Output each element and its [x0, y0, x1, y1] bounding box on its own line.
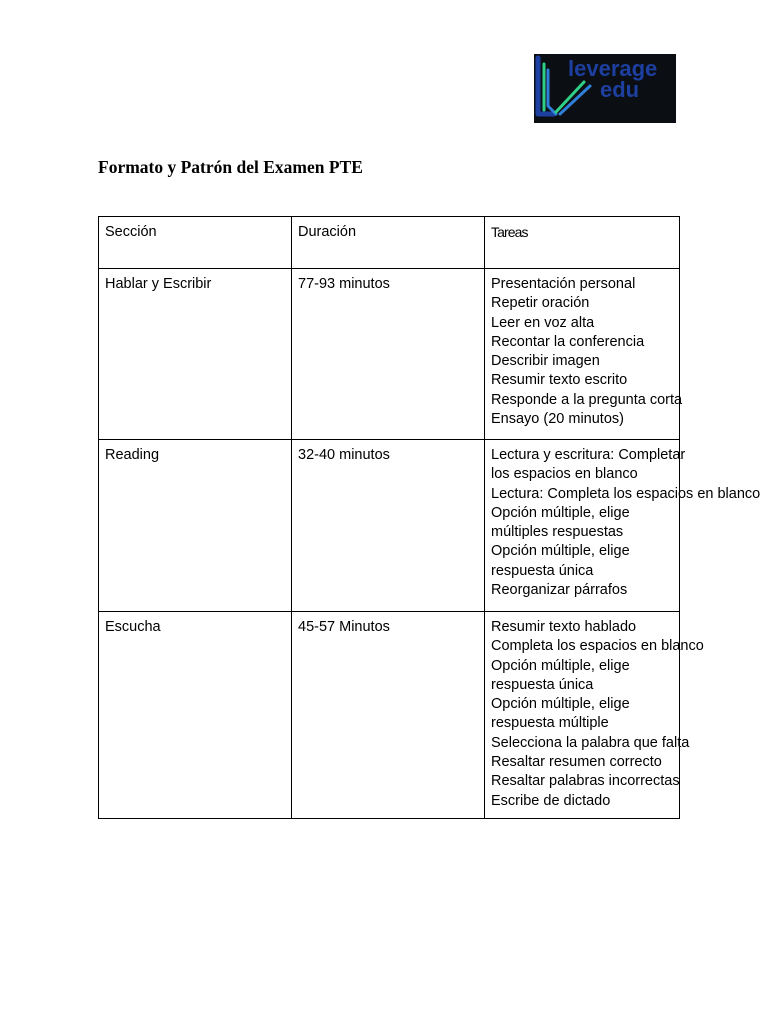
leverage-edu-logo — [534, 54, 676, 123]
table-header-row — [99, 217, 680, 269]
task-item: Completa los espacios en blanco — [491, 638, 704, 655]
task-item: Selecciona la palabra que falta — [491, 734, 690, 751]
task-item: Leer en voz alta — [491, 314, 595, 331]
cell-section: Escucha — [99, 612, 292, 819]
task-item: Ensayo (20 minutos) — [491, 411, 624, 428]
task-item: Reorganizar párrafos — [491, 582, 628, 599]
task-item: Recontar la conferencia — [491, 333, 645, 350]
task-item: Resumir texto hablado — [491, 619, 637, 635]
cell-duration: 45-57 Minutos — [292, 612, 485, 819]
task-item: Resumir texto escrito — [491, 372, 628, 389]
logo-mark-icon — [534, 54, 676, 123]
task-item: Lectura: Completa los espacios en blanco — [491, 485, 761, 502]
task-item: Opción múltiple, elige — [491, 657, 630, 674]
table-row — [99, 612, 680, 819]
task-item: respuesta única — [491, 562, 594, 579]
task-item: Opción múltiple, elige — [491, 504, 630, 521]
task-item: múltiples respuestas — [491, 524, 624, 541]
task-item: Resaltar resumen correcto — [491, 754, 662, 771]
logo-text-bottom: edu — [600, 77, 640, 102]
table-row — [99, 269, 680, 440]
cell-duration: 32-40 minutos — [292, 440, 485, 612]
cell-duration: 77-93 minutos — [292, 269, 485, 440]
cell-section: Hablar y Escribir — [99, 269, 292, 440]
task-item: respuesta única — [491, 676, 594, 693]
task-item: Escribe de dictado — [491, 792, 611, 809]
task-item: Presentación personal — [491, 276, 636, 292]
task-item: Opción múltiple, elige — [491, 543, 630, 560]
task-item: respuesta múltiple — [491, 715, 609, 732]
table-row — [99, 440, 680, 612]
task-item: los espacios en blanco — [491, 466, 638, 483]
task-item: Opción múltiple, elige — [491, 696, 630, 713]
logo-text-top: leverage — [568, 56, 658, 81]
task-item: Describir imagen — [491, 353, 600, 370]
cell-tasks — [485, 612, 704, 819]
document-title: Formato y Patrón del Examen PTE — [98, 157, 363, 177]
task-item: Repetir oración — [491, 295, 590, 312]
cell-section: Reading — [99, 440, 292, 612]
header-duration: Duración — [292, 217, 485, 269]
cell-tasks — [485, 440, 761, 612]
cell-tasks — [485, 269, 683, 440]
task-item: Resaltar palabras incorrectas — [491, 773, 680, 790]
task-item: Lectura y escritura: Completar — [491, 447, 686, 463]
task-item: Responde a la pregunta corta — [491, 391, 683, 408]
header-section: Sección — [99, 217, 292, 269]
header-tasks: Tareas — [485, 217, 680, 269]
pte-format-table — [98, 216, 761, 819]
